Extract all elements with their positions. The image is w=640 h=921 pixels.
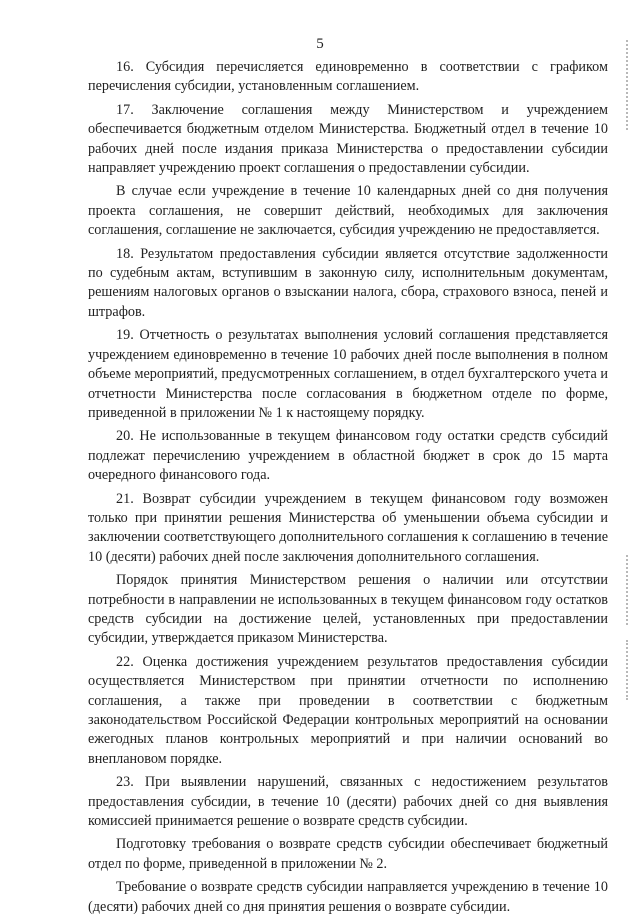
paragraph-22: 22. Оценка достижения учреждением результатов предоставления субсидии осуществляется Министерством при принятии отчетности по исполнению соглашения, а также при проведении в соответствии с бюджетным законодательством Российской Федерации контрольных мероприятий на основании ежегодных планов контрольных мероприятий и при наличии оснований во внеплановом порядке. (88, 653, 608, 767)
paragraph-23-preparation: Подготовку требования о возврате средств субсидии обеспечивает бюджетный отдел по форме, приведенной в приложении № 2. (88, 836, 608, 872)
paragraph-21-procedure: Порядок принятия Министерством решения о наличии или отсутствии потребности в направлении не использованных в текущем финансовом году остатков средств субсидии на достижение целей, установленных при предоставлении субсидии, утверждается приказом Министерства. (88, 572, 608, 647)
paragraph-17-note: В случае если учреждение в течение 10 календарных дней со дня получения проекта соглашения, не совершит действий, необходимых для заключения соглашения, соглашение не заключается, субсидия учреждению не предоставляется. (88, 183, 608, 239)
paragraph-17: 17. Заключение соглашения между Министерством и учреждением обеспечивается бюджетным отделом Министерства. Бюджетный отдел в течение 10 рабочих дней после издания приказа Министерства о предоставлении субсидии направляет учреждению проект соглашения о предоставлении субсидии. (88, 101, 608, 177)
scan-edge-mark-bottom (626, 640, 632, 700)
paragraph-16: 16. Субсидия перечисляется единовременно в соответствии с графиком перечисления субсидии, установленным соглашением. (88, 59, 608, 95)
paragraph-18: 18. Результатом предоставления субсидии является отсутствие задолженности по судебным актам, вступившим в законную силу, исполнительным документам, решениям налоговых органов о взыскании налога, сбора, страхового взноса, пеней и штрафов. (88, 245, 608, 320)
scan-edge-mark-middle (626, 555, 632, 625)
document-body (88, 58, 608, 921)
page-number: 5 (316, 36, 324, 52)
paragraph-20: 20. Не использованные в текущем финансовом году остатки средств субсидий подлежат перечислению учреждением в областной бюджет в срок до 15 марта очередного финансового года. (88, 428, 608, 484)
paragraph-19: 19. Отчетность о результатах выполнения условий соглашения представляется учреждением единовременно в течение 10 рабочих дней после выполнения в полном объеме мероприятий, предусмотренных соглашением, в отдел бухгалтерского учета и отчетности Министерства после согласования в бюджетном отделе по форме, приведенной в приложении № 1 к настоящему порядку. (88, 327, 608, 421)
scan-edge-mark-top (626, 40, 632, 130)
paragraph-23: 23. При выявлении нарушений, связанных с недостижением результатов предоставления субсидии, в течение 10 (десяти) рабочих дней со дня выявления комиссией принимается решение о возврате средств субсидии. (88, 774, 608, 830)
paragraph-23-sending: Требование о возврате средств субсидии направляется учреждению в течение 10 (десяти) рабочих дней со дня принятия решения о возврате субсидии. (88, 879, 608, 915)
paragraph-21: 21. Возврат субсидии учреждением в текущем финансовом году возможен только при принятии решения Министерства об уменьшении объема субсидии и заключении соответствующего дополнительного соглашения к соглашению в течение 10 (десяти) рабочих дней после заключения дополнительного соглашения. (88, 490, 608, 565)
